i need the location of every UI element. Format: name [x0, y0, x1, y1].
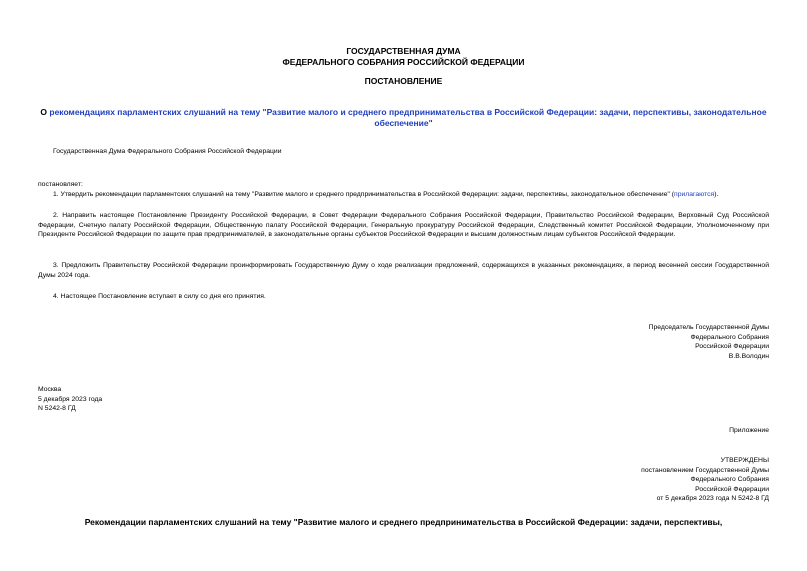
resolves-text: постановляет: [38, 181, 83, 188]
approval-line-2: Федерального Собрания [690, 476, 769, 484]
paragraph-1 [38, 190, 769, 200]
paragraph-1-end: ). [714, 191, 719, 198]
document-title [40, 107, 767, 129]
signature-line-2: Федерального Собрания [690, 333, 769, 341]
paragraph-3: 3. Предложить Правительству Российской Федерации проинформировать Государственную Думу о ходе реализации предложений, содержащихся в указанных рекомендациях, в период весенней сессии Государственной Думы 2024 года. [38, 262, 769, 279]
approval-line-4: от 5 декабря 2023 года N 5242-8 ГД [656, 495, 769, 503]
recommendations-title: Рекомендации парламентских слушаний на тему "Развитие малого и среднего предпринимательства в Российской Федерации: задачи, перспективы, [84, 517, 723, 527]
paragraph-2: 2. Направить настоящее Постановление Президенту Российской Федерации, в Совет Федерации Федерального Собрания Российской Федерации, Правительство Российской Федерации, Верховный Суд Российской Федерации, Счетную палату Российской Федерации, Общественную палату Российской Федерации, Генеральную прокуратуру Российской Федерации, Следственный комитет Российской Федерации, Уполномоченному при Президенте Российской Федерации по защите прав предпринимателей, в законодательные органы субъектов Российской Федерации и высшим должностным лицам субъектов Российской Федерации. [38, 212, 769, 239]
approval-line-3: Российской Федерации [695, 485, 769, 493]
signature-block [649, 323, 769, 361]
paragraph-1-text: 1. Утвердить рекомендации парламентских слушаний на тему "Развитие малого и среднего предпринимательства в Российской Федерации: задачи, перспективы, законодательное обеспечение" ( [53, 191, 675, 198]
approval-line-1: постановлением Государственной Думы [641, 466, 769, 474]
title-link[interactable]: рекомендациях парламентских слушаний на тему "Развитие малого и среднего предпринимательства в Российской Федерации: задачи, перспективы, законодательное обеспечение" [49, 107, 767, 128]
issuer-text: Государственная Дума Федерального Собрания Российской Федерации [53, 148, 282, 155]
appendix-link[interactable]: прилагаются [674, 191, 715, 198]
paragraph-4: 4. Настоящее Постановление вступает в силу со дня его принятия. [53, 293, 266, 300]
signatory-name: В.В.Володин [728, 352, 769, 360]
document-number: N 5242-8 ГД [38, 405, 76, 413]
signature-line-3: Российской Федерации [695, 343, 769, 351]
approved-label: УТВЕРЖДЕНЫ [720, 457, 769, 464]
document-type: ПОСТАНОВЛЕНИЕ [364, 76, 443, 86]
approval-block [641, 456, 769, 504]
header-line-2: ФЕДЕРАЛЬНОГО СОБРАНИЯ РОССИЙСКОЙ ФЕДЕРАЦИИ [282, 57, 525, 67]
header-line-1: ГОСУДАРСТВЕННАЯ ДУМА [346, 46, 461, 56]
date: 5 декабря 2023 года [38, 395, 103, 403]
place-date-block [38, 385, 102, 414]
city: Москва [38, 386, 62, 393]
title-prefix: О [40, 107, 50, 117]
appendix-label: Приложение [729, 427, 769, 434]
signature-line-1: Председатель Государственной Думы [648, 324, 769, 331]
